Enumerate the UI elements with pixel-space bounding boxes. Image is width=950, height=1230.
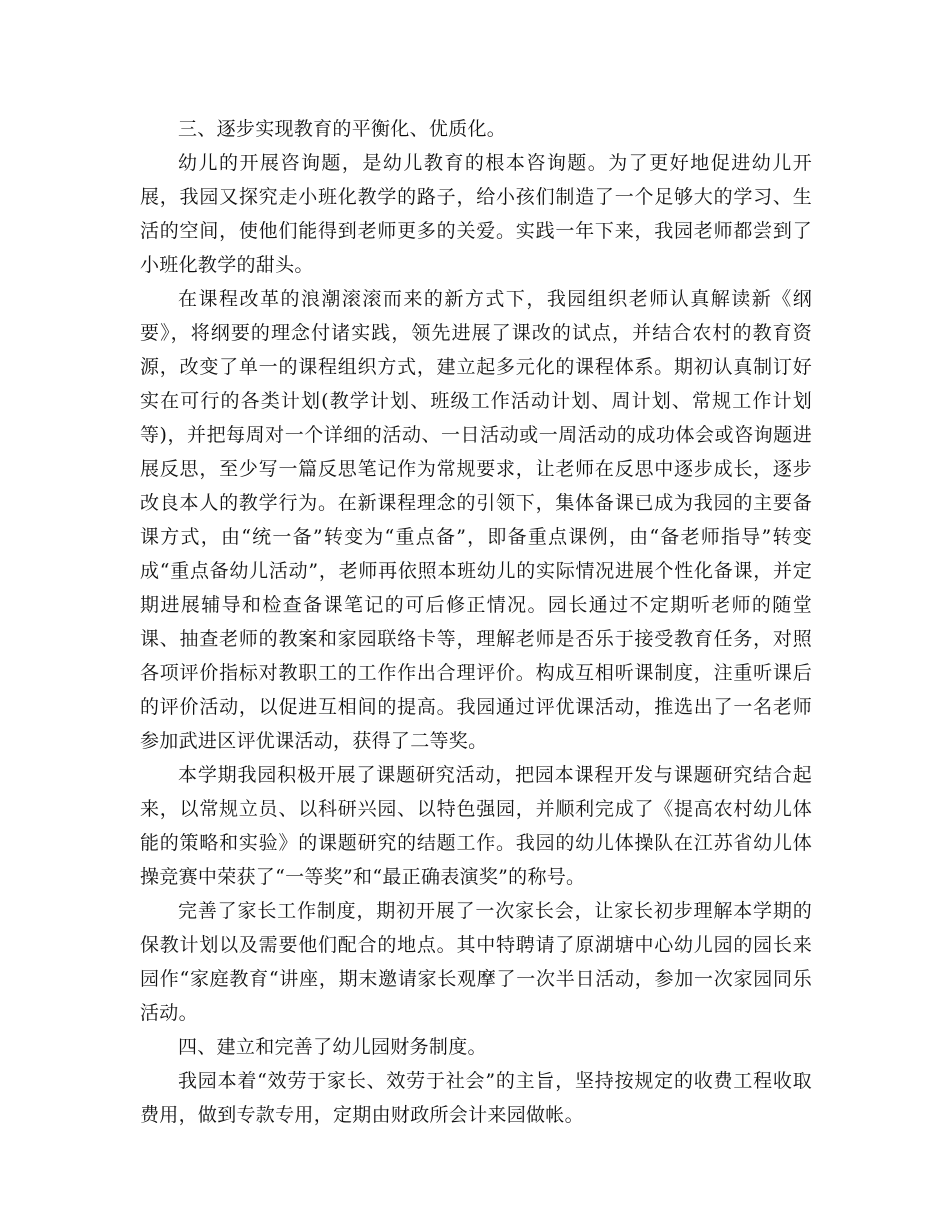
section-heading-3: 三、逐步实现教育的平衡化、优质化。 — [178, 118, 507, 140]
paragraph-research: 本学期我园积极开展了课题研究活动，把园本课程开发与课题研究结合起来，以常规立员、以科研兴园、以特色强园，并顺利完成了《提高农村幼儿体能的策略和实验》的课题研究的结题工作。我园的幼儿体操队在江苏省幼儿体操竞赛中荣获了“一等奖”和“最正确表演奖”的称号。 — [140, 764, 812, 888]
paragraph-small-class: 幼儿的开展咨询题，是幼儿教育的根本咨询题。为了更好地促进幼儿开展，我园又探究走小班化教学的路子，给小孩们制造了一个足够大的学习、生活的空间，使他们能得到老师更多的关爱。实践一年下来，我园老师都尝到了小班化教学的甜头。 — [140, 152, 812, 276]
section-heading-4: 四、建立和完善了幼儿园财务制度。 — [178, 1036, 487, 1058]
paragraph-finance: 我园本着“效劳于家长、效劳于社会”的主旨，坚持按规定的收费工程收取费用，做到专款专用，定期由财政所会计来园做帐。 — [140, 1070, 812, 1126]
paragraph-parent-work: 完善了家长工作制度，期初开展了一次家长会，让家长初步理解本学期的保教计划以及需要他们配合的地点。其中特聘请了原湖塘中心幼儿园的园长来园作“家庭教育“讲座，期末邀请家长观摩了一次半日活动，参加一次家园同乐活动。 — [140, 900, 812, 1024]
paragraph-curriculum-reform: 在课程改革的浪潮滚滚而来的新方式下，我园组织老师认真解读新《纲要》，将纲要的理念付诸实践，领先进展了课改的试点，并结合农村的教育资源，改变了单一的课程组织方式，建立起多元化的课程体系。期初认真制订好实在可行的各类计划(教学计划、班级工作活动计划、周计划、常规工作计划等)，并把每周对一个详细的活动、一日活动或一周活动的成功体会或咨询题进展反思，至少写一篇反思笔记作为常规要求，让老师在反思中逐步成长，逐步改良本人的教学行为。在新课程理念的引领下，集体备课已成为我园的主要备课方式，由“统一备”转变为“重点备”，即备重点课例，由“备老师指导”转变成“重点备幼儿活动”，老师再依照本班幼儿的实际情况进展个性化备课，并定期进展辅导和检查备课笔记的可后修正情况。园长通过不定期听老师的随堂课、抽查老师的教案和家园联络卡等，理解老师是否乐于接受教育任务，对照各项评价指标对教职工的工作作出合理评价。构成互相听课制度，注重听课后的评价活动，以促进互相间的提高。我园通过评优课活动，推选出了一名老师参加武进区评优课活动，获得了二等奖。 — [140, 288, 812, 752]
document-body — [140, 112, 812, 1132]
